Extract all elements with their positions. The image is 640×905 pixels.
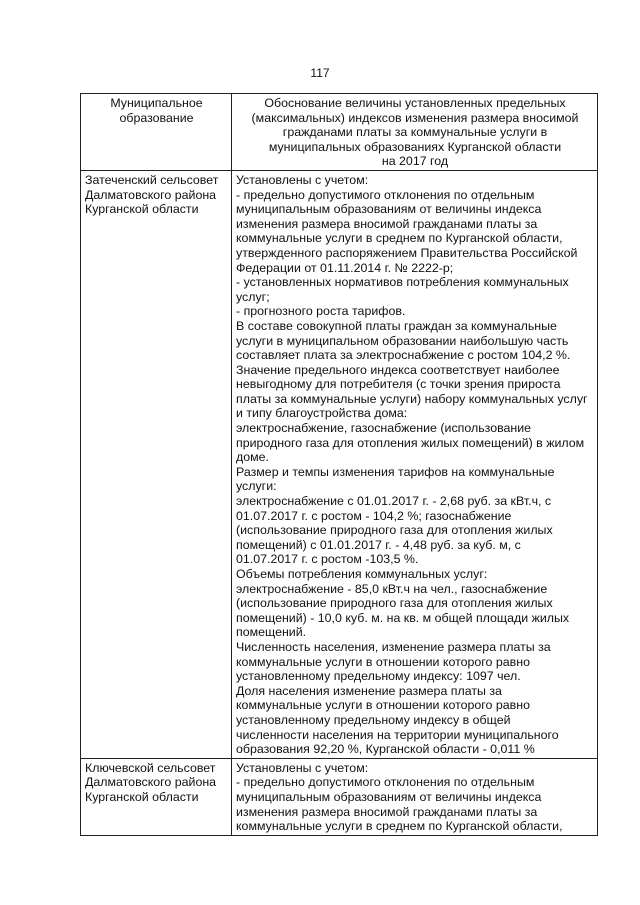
justification-text-line: установленному предельному индексу: 1097 чел. [236,669,521,684]
justification-text-line: 01.07.2017 г. с ростом -103,5 %. [236,552,419,567]
justification-text-line: и типу благоустройства дома: [236,406,408,421]
header-justification [232,94,598,171]
justification-text-line: коммунальные услуги в среднем по Курганской области, [236,231,563,246]
justification-text-line: доме. [236,450,269,465]
justification-text-line: Установлены с учетом: [236,172,369,187]
justification-text-line: - прогнозного роста тарифов. [236,304,406,319]
justification-cell [232,758,598,835]
justification-text-line: Численность населения, изменение размера платы за [236,639,551,654]
justification-text-line: (использование природного газа для отопления жилых [236,596,553,611]
table-header-row [81,94,598,171]
justification-text-line: невыгодному для потребителя (с точки зрения прироста [236,377,561,392]
municipality-name-line: Курганской области [85,789,199,804]
table-row [81,170,598,758]
justification-text-line: изменения размера вносимой гражданами платы за [236,804,538,819]
justification-text-line: Значение предельного индекса соответствует наиболее [236,362,560,377]
justification-text-line: образования 92,20 %, Курганской области - 0,011 % [236,742,535,757]
justification-text-line: помещений. [236,625,307,640]
municipality-name-line: Далматовского района [85,187,217,202]
justification-text-line: - предельно допустимого отклонения по отдельным [236,775,535,790]
header-text-line: гражданами платы за коммунальные услуги в [282,125,548,140]
justification-text-line: электроснабжение с 01.01.2017 г. - 2,68 руб. за кВт.ч, с [236,494,552,509]
justification-text-line: муниципальным образованиям от величины индекса [236,202,542,217]
justification-text-line: природного газа для отопления жилых помещений) в жилом [236,435,585,450]
header-text-line: на 2017 год [381,154,449,169]
justification-text-line: численности населения на территории муниципального [236,727,559,742]
page-number: 117 [310,66,330,80]
justification-text-line: Доля населения изменение размера платы за [236,683,502,698]
header-municipality [81,94,232,171]
justification-text-line: коммунальные услуги в среднем по Курганской области, [236,819,563,834]
justification-text-line: Размер и темпы изменения тарифов на коммунальные [236,464,555,479]
header-text-line: Муниципальное [110,96,203,110]
justification-text-line: 01.07.2017 г. с ростом - 104,2 %; газоснабжение [236,508,512,523]
justification-text-line: платы за коммунальные услуги) набору коммунальных услуг [236,391,588,406]
justification-text-line: услуг; [236,289,270,304]
justification-text-line: изменения размера вносимой гражданами платы за [236,216,538,231]
justification-cell [232,170,598,758]
municipality-name-line: Курганской области [85,202,199,217]
municipality-name-line: Далматовского района [85,775,217,790]
justification-text-line: - предельно допустимого отклонения по отдельным [236,187,535,202]
justification-text-line: установленному предельному индексу в общей [236,712,511,727]
justification-text-line: коммунальные услуги в отношении которого равно [236,698,530,713]
justification-text-line: Установлены с учетом: [236,760,369,775]
justification-text-line: помещений) - 10,0 куб. м. на кв. м общей площади жилых [236,610,570,625]
justification-text-line: помещений) с 01.01.2017 г. - 4,48 руб. за куб. м, с [236,537,521,552]
municipality-cell [81,170,232,758]
municipality-name-line: Затеченский сельсовет [85,172,219,187]
table-row [81,758,598,835]
municipality-cell [81,758,232,835]
justification-text-line: электроснабжение, газоснабжение (использование [236,421,532,436]
justification-text-line: утвержденного распоряжением Правительства Российской [236,245,578,260]
justification-text-line: составляет плата за электроснабжение с ростом 104,2 %. [236,348,571,363]
justification-text-line: услуги в муниципальном образовании наибольшую часть [236,333,569,348]
header-text-line: (максимальных) индексов изменения размера вносимой [251,110,579,125]
municipality-name-line: Ключевской сельсовет [85,760,216,775]
header-text-line: муниципальных образованиях Курганской области [268,139,562,154]
justification-text-line: (использование природного газа для отопления жилых [236,523,553,538]
justification-text-line: услуги: [236,479,277,494]
justification-text-line: муниципальным образованиям от величины индекса [236,789,542,804]
justification-text-line: - установленных нормативов потребления коммунальных [236,275,569,290]
header-text-line: образование [119,110,194,125]
tariff-index-table [80,93,598,836]
justification-text-line: Федерации от 01.11.2014 г. № 2222-р; [236,260,454,275]
header-text-line: Обоснование величины установленных предельных [264,96,566,110]
justification-text-line: Объемы потребления коммунальных услуг: [236,567,488,581]
justification-text-line: коммунальные услуги в отношении которого равно [236,654,530,669]
justification-text-line: электроснабжение - 85,0 кВт.ч на чел., газоснабжение [236,581,548,596]
justification-text-line: В составе совокупной платы граждан за коммунальные [236,318,557,333]
